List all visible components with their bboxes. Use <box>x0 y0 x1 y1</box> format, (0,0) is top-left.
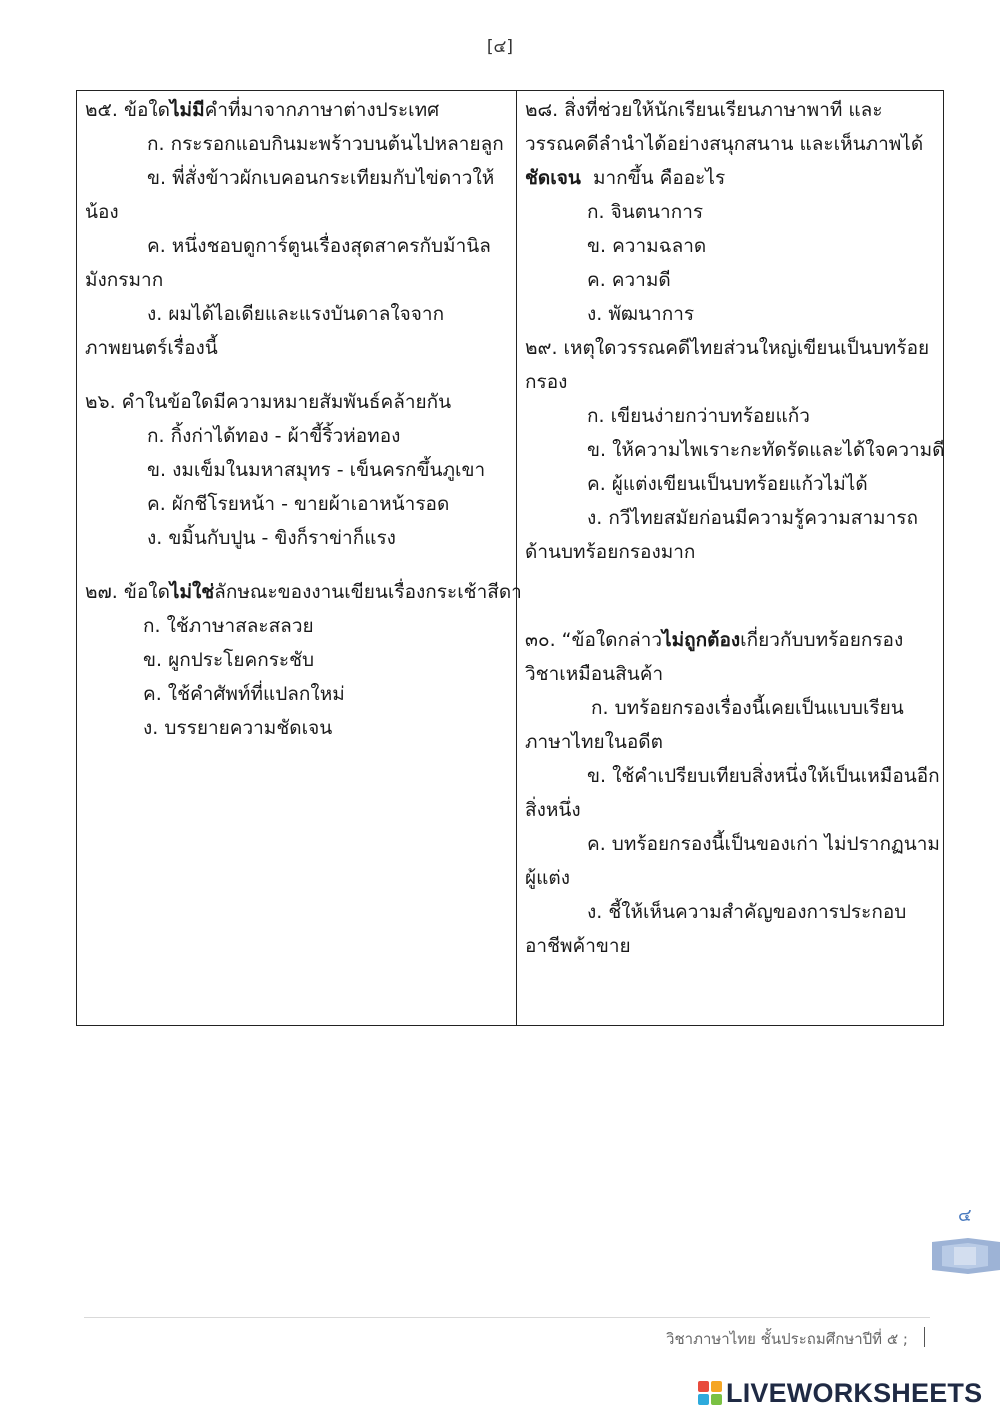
question-26: ๒๖. คำในข้อใดมีความหมายสัมพันธ์คล้ายกัน <box>85 391 452 413</box>
question-27: ๒๗. ข้อใดไม่ใช่ลักษณะของงานเขียนเรื่องกระเช้าสีดา <box>85 581 522 603</box>
choice-25-a: ก. กระรอกแอบกินมะพร้าวบนต้นไปหลายลูก <box>147 133 504 155</box>
question-29-cont: กรอง <box>525 371 568 393</box>
corner-page-number: ๔ <box>958 1205 972 1226</box>
choice-28-d: ง. พัฒนาการ <box>587 303 695 325</box>
emphasis: ไม่ใช่ <box>169 581 215 603</box>
choice-29-d-cont: ด้านบทร้อยกรองมาก <box>525 541 696 563</box>
choice-29-d: ง. กวีไทยสมัยก่อนมีความรู้ความสามารถ <box>587 507 918 529</box>
choice-26-a: ก. กิ้งก่าได้ทอง - ผ้าขี้ริ้วห่อทอง <box>147 425 401 447</box>
choice-29-c: ค. ผู้แต่งเขียนเป็นบทร้อยแก้วไม่ได้ <box>587 473 868 495</box>
emphasis: ชัดเจน <box>525 167 581 189</box>
choice-25-c-cont: มังกรมาก <box>85 269 164 291</box>
choice-28-c: ค. ความดี <box>587 269 671 291</box>
choice-30-a-cont: ภาษาไทยในอดีต <box>525 731 663 753</box>
choice-30-d-cont: อาชีพค้าขาย <box>525 935 631 957</box>
question-table <box>76 90 944 1026</box>
choice-25-c: ค. หนึ่งชอบดูการ์ตูนเรื่องสุดสาครกับม้านิล <box>147 235 491 257</box>
choice-30-b: ข. ใช้คำเปรียบเทียบสิ่งหนึ่งให้เป็นเหมือนอีก <box>587 765 940 787</box>
choice-30-c-cont: ผู้แต่ง <box>525 867 570 889</box>
footer-rule <box>84 1317 930 1318</box>
liveworksheets-logo-icon <box>698 1381 722 1405</box>
choice-30-a: ก. บทร้อยกรองเรื่องนี้เคยเป็นแบบเรียน <box>591 697 904 719</box>
question-25: ๒๕. ข้อใดไม่มีคำที่มาจากภาษาต่างประเทศ <box>85 99 440 121</box>
choice-27-d: ง. บรรยายความชัดเจน <box>143 717 333 739</box>
question-28-cont2: ชัดเจน มากขึ้น คืออะไร <box>525 167 726 189</box>
liveworksheets-wordmark: LIVEWORKSHEETS <box>726 1377 983 1408</box>
choice-29-b: ข. ให้ความไพเราะกะทัดรัดและได้ใจความดี <box>587 439 945 461</box>
choice-30-d: ง. ชี้ให้เห็นความสำคัญของการประกอบ <box>587 901 907 923</box>
footer-text: วิชาภาษาไทย ชั้นประถมศึกษาปีที่ ๕ ; <box>666 1330 908 1348</box>
choice-27-a: ก. ใช้ภาษาสละสลวย <box>143 615 314 637</box>
choice-26-d: ง. ขมิ้นกับปูน - ขิงก็ราข่าก็แรง <box>147 527 396 549</box>
question-29: ๒๙. เหตุใดวรรณคดีไทยส่วนใหญ่เขียนเป็นบทร้อย <box>525 337 930 359</box>
choice-28-b: ข. ความฉลาด <box>587 235 707 257</box>
choice-26-c: ค. ผักชีโรยหน้า - ขายผ้าเอาหน้ารอด <box>147 493 450 515</box>
choice-25-b: ข. พี่สั่งข้าวผักเบคอนกระเทียมกับไข่ดาวให้ <box>147 167 495 189</box>
emphasis: ไม่ถูกต้อง <box>662 629 741 651</box>
choice-27-c: ค. ใช้คำศัพท์ที่แปลกใหม่ <box>143 683 345 705</box>
question-30: ๓๐. “ข้อใดกล่าวไม่ถูกต้องเกี่ยวกับบทร้อยกรอง <box>525 629 904 651</box>
choice-25-d-cont: ภาพยนตร์เรื่องนี้ <box>85 337 218 359</box>
choice-28-a: ก. จินตนาการ <box>587 201 704 223</box>
choice-25-b-cont: น้อง <box>85 201 119 223</box>
choice-29-a: ก. เขียนง่ายกว่าบทร้อยแก้ว <box>587 405 810 427</box>
question-28: ๒๘. สิ่งที่ช่วยให้นักเรียนเรียนภาษาพาที และ <box>525 99 883 121</box>
column-divider <box>516 91 517 1025</box>
choice-25-d: ง. ผมได้ไอเดียและแรงบันดาลใจจาก <box>147 303 445 325</box>
footer-bar <box>924 1327 925 1347</box>
page-number: [๔] <box>486 37 514 57</box>
question-30-cont: วิชาเหมือนสินค้า <box>525 663 664 685</box>
choice-30-c: ค. บทร้อยกรองนี้เป็นของเก่า ไม่ปรากฏนาม <box>587 833 940 855</box>
choice-27-b: ข. ผูกประโยคกระชับ <box>143 649 315 671</box>
question-28-cont: วรรณคดีลำนำได้อย่างสนุกสนาน และเห็นภาพได้ <box>525 133 924 155</box>
choice-30-b-cont: สิ่งหนึ่ง <box>525 799 581 821</box>
choice-26-b: ข. งมเข็มในมหาสมุทร - เข็นครกขึ้นภูเขา <box>147 459 486 481</box>
liveworksheets-brand[interactable] <box>698 1377 982 1409</box>
emphasis: ไม่มี <box>170 99 205 121</box>
corner-tab-decoration <box>928 1238 1000 1274</box>
